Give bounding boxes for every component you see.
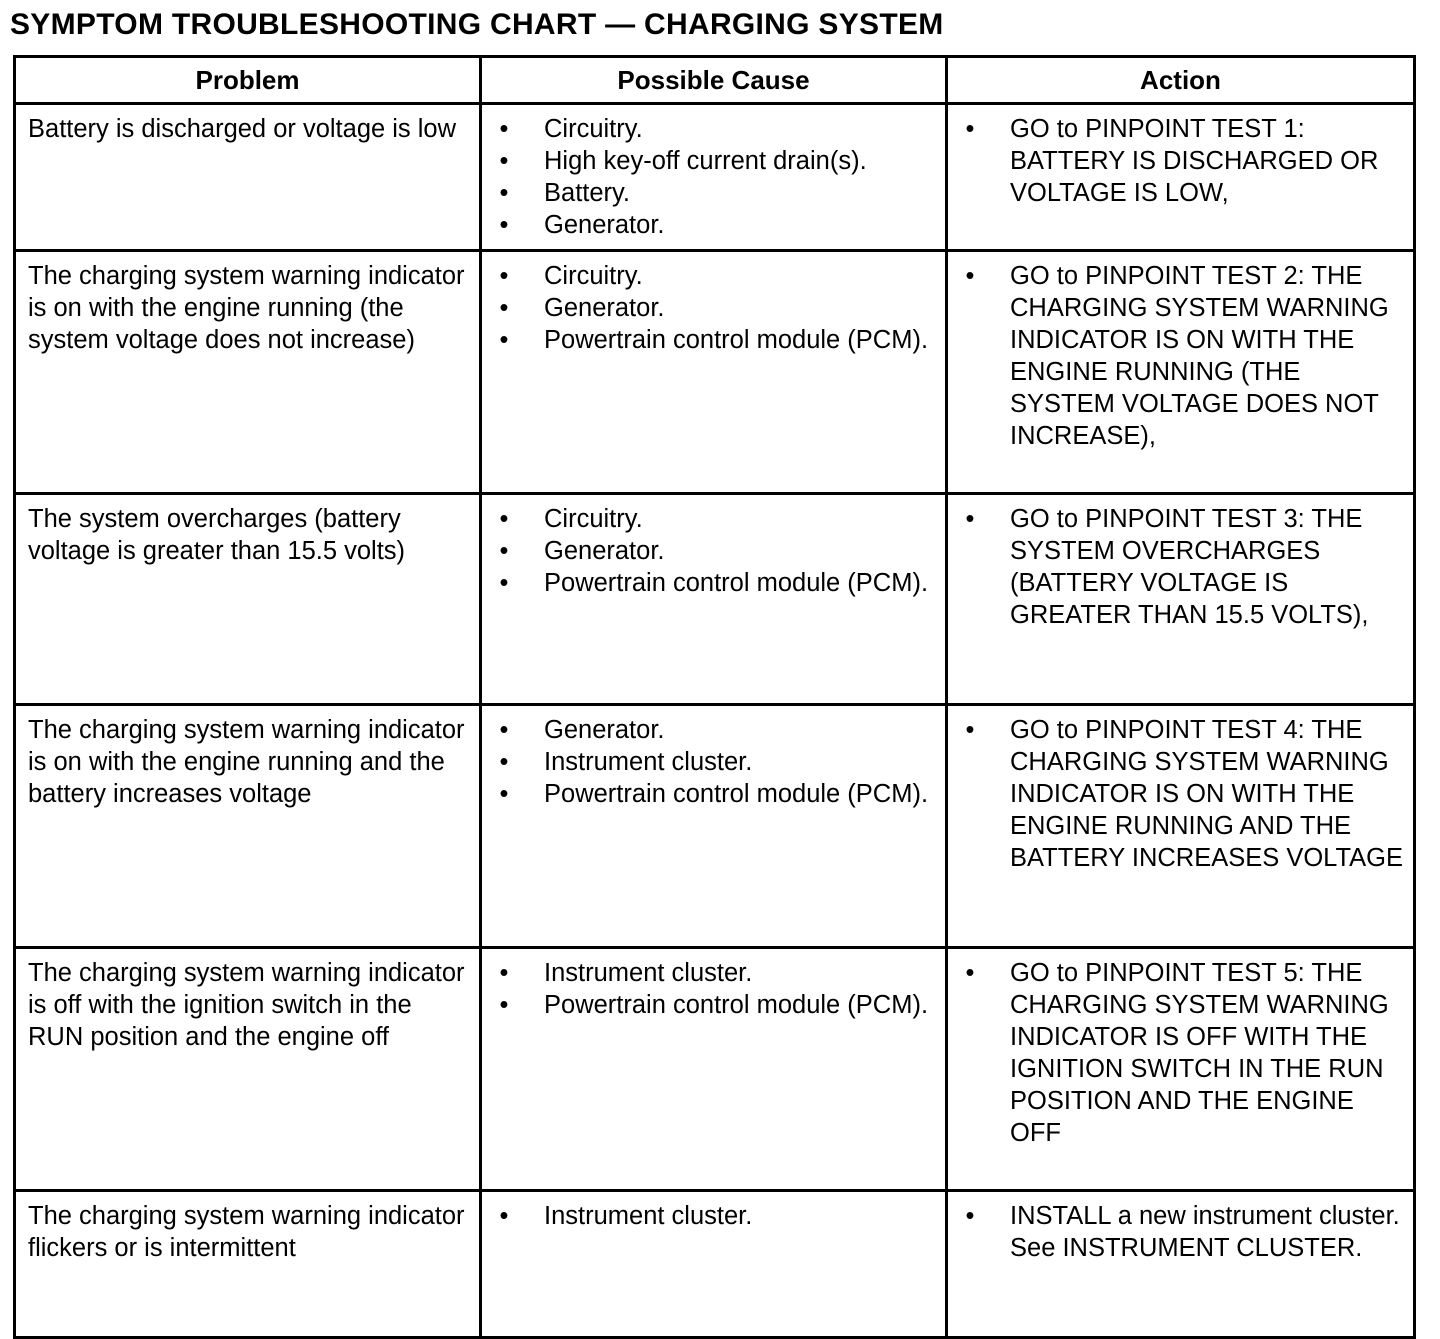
cause-cell	[481, 705, 947, 948]
bullet-icon: •	[499, 991, 509, 1019]
action-item	[958, 714, 1403, 874]
chart-title: SYMPTOM TROUBLESHOOTING CHART — CHARGING SYSTEM	[10, 8, 944, 41]
header-problem: Problem	[15, 57, 481, 104]
cause-item	[492, 957, 935, 989]
bullet-icon: •	[499, 569, 509, 597]
bullet-icon: •	[499, 780, 509, 808]
cause-text: Generator.	[544, 716, 665, 744]
cause-item	[492, 177, 935, 209]
action-cell	[947, 948, 1415, 1191]
cause-text: Powertrain control module (PCM).	[544, 780, 929, 808]
cause-cell	[481, 494, 947, 705]
table-row	[15, 104, 1415, 251]
cause-cell	[481, 948, 947, 1191]
problem-cell: The charging system warning indicator is on with the engine running and the battery increases voltage	[15, 705, 481, 948]
bullet-icon: •	[965, 716, 975, 744]
action-cell	[947, 1191, 1415, 1338]
action-text: GO to PINPOINT TEST 3: THE SYSTEM OVERCHARGES (BATTERY VOLTAGE IS GREATER THAN 15.5 VOLTS),	[1010, 505, 1369, 629]
cause-text: Generator.	[544, 537, 665, 565]
action-item	[958, 957, 1403, 1149]
header-possible-cause: Possible Cause	[481, 57, 947, 104]
cause-cell	[481, 104, 947, 251]
action-text: GO to PINPOINT TEST 4: THE CHARGING SYSTEM WARNING INDICATOR IS ON WITH THE ENGINE RUNNING AND THE BATTERY INCREASES VOLTAGE	[1010, 716, 1403, 872]
bullet-icon: •	[499, 505, 509, 533]
bullet-icon: •	[499, 262, 509, 290]
bullet-icon: •	[499, 294, 509, 322]
cause-text: Powertrain control module (PCM).	[544, 326, 929, 354]
cause-item	[492, 778, 935, 810]
bullet-icon: •	[965, 262, 975, 290]
bullet-icon: •	[499, 115, 509, 143]
problem-cell: The charging system warning indicator is on with the engine running (the system voltage does not increase)	[15, 251, 481, 494]
action-item	[958, 503, 1403, 631]
cause-text: Instrument cluster.	[544, 748, 753, 776]
bullet-icon: •	[499, 326, 509, 354]
cause-text: Battery.	[544, 179, 630, 207]
action-cell	[947, 251, 1415, 494]
problem-cell: The system overcharges (battery voltage is greater than 15.5 volts)	[15, 494, 481, 705]
bullet-icon: •	[965, 959, 975, 987]
problem-cell: Battery is discharged or voltage is low	[15, 104, 481, 251]
cause-item	[492, 209, 935, 241]
action-cell	[947, 104, 1415, 251]
cause-text: Powertrain control module (PCM).	[544, 991, 929, 1019]
cause-cell	[481, 1191, 947, 1338]
cause-text: Generator.	[544, 211, 665, 239]
cause-text: Circuitry.	[544, 505, 643, 533]
cause-text: Instrument cluster.	[544, 1202, 753, 1230]
cause-item	[492, 535, 935, 567]
cause-text: Circuitry.	[544, 115, 643, 143]
bullet-icon: •	[499, 748, 509, 776]
cause-item	[492, 1200, 935, 1232]
cause-item	[492, 746, 935, 778]
table-row	[15, 251, 1415, 494]
header-action: Action	[947, 57, 1415, 104]
table-row	[15, 494, 1415, 705]
action-text: GO to PINPOINT TEST 1: BATTERY IS DISCHARGED OR VOLTAGE IS LOW,	[1010, 115, 1379, 207]
bullet-icon: •	[499, 211, 509, 239]
cause-item	[492, 567, 935, 599]
action-item	[958, 113, 1403, 209]
bullet-icon: •	[499, 179, 509, 207]
bullet-icon: •	[499, 1202, 509, 1230]
action-item	[958, 260, 1403, 452]
cause-cell	[481, 251, 947, 494]
table-row	[15, 705, 1415, 948]
action-cell	[947, 494, 1415, 705]
action-text: INSTALL a new instrument cluster. See INSTRUMENT CLUSTER.	[1010, 1202, 1400, 1262]
cause-item	[492, 324, 935, 356]
cause-item	[492, 145, 935, 177]
bullet-icon: •	[499, 147, 509, 175]
cause-text: Instrument cluster.	[544, 959, 753, 987]
cause-item	[492, 714, 935, 746]
bullet-icon: •	[965, 1202, 975, 1230]
troubleshooting-table	[13, 55, 1416, 1339]
bullet-icon: •	[965, 115, 975, 143]
problem-cell: The charging system warning indicator is off with the ignition switch in the RUN position and the engine off	[15, 948, 481, 1191]
action-item	[958, 1200, 1403, 1264]
cause-text: Powertrain control module (PCM).	[544, 569, 929, 597]
bullet-icon: •	[499, 716, 509, 744]
cause-item	[492, 989, 935, 1021]
cause-item	[492, 503, 935, 535]
action-cell	[947, 705, 1415, 948]
cause-item	[492, 113, 935, 145]
problem-cell: The charging system warning indicator flickers or is intermittent	[15, 1191, 481, 1338]
header-row	[15, 57, 1415, 104]
bullet-icon: •	[499, 537, 509, 565]
bullet-icon: •	[965, 505, 975, 533]
cause-text: Generator.	[544, 294, 665, 322]
action-text: GO to PINPOINT TEST 2: THE CHARGING SYSTEM WARNING INDICATOR IS ON WITH THE ENGINE RUNNING (THE SYSTEM VOLTAGE DOES NOT INCREASE),	[1010, 262, 1389, 450]
bullet-icon: •	[499, 959, 509, 987]
table-row	[15, 948, 1415, 1191]
cause-text: High key-off current drain(s).	[544, 147, 867, 175]
cause-item	[492, 292, 935, 324]
cause-text: Circuitry.	[544, 262, 643, 290]
action-text: GO to PINPOINT TEST 5: THE CHARGING SYSTEM WARNING INDICATOR IS OFF WITH THE IGNITION SWITCH IN THE RUN POSITION AND THE ENGINE OFF	[1010, 959, 1389, 1147]
table-row	[15, 1191, 1415, 1338]
cause-item	[492, 260, 935, 292]
